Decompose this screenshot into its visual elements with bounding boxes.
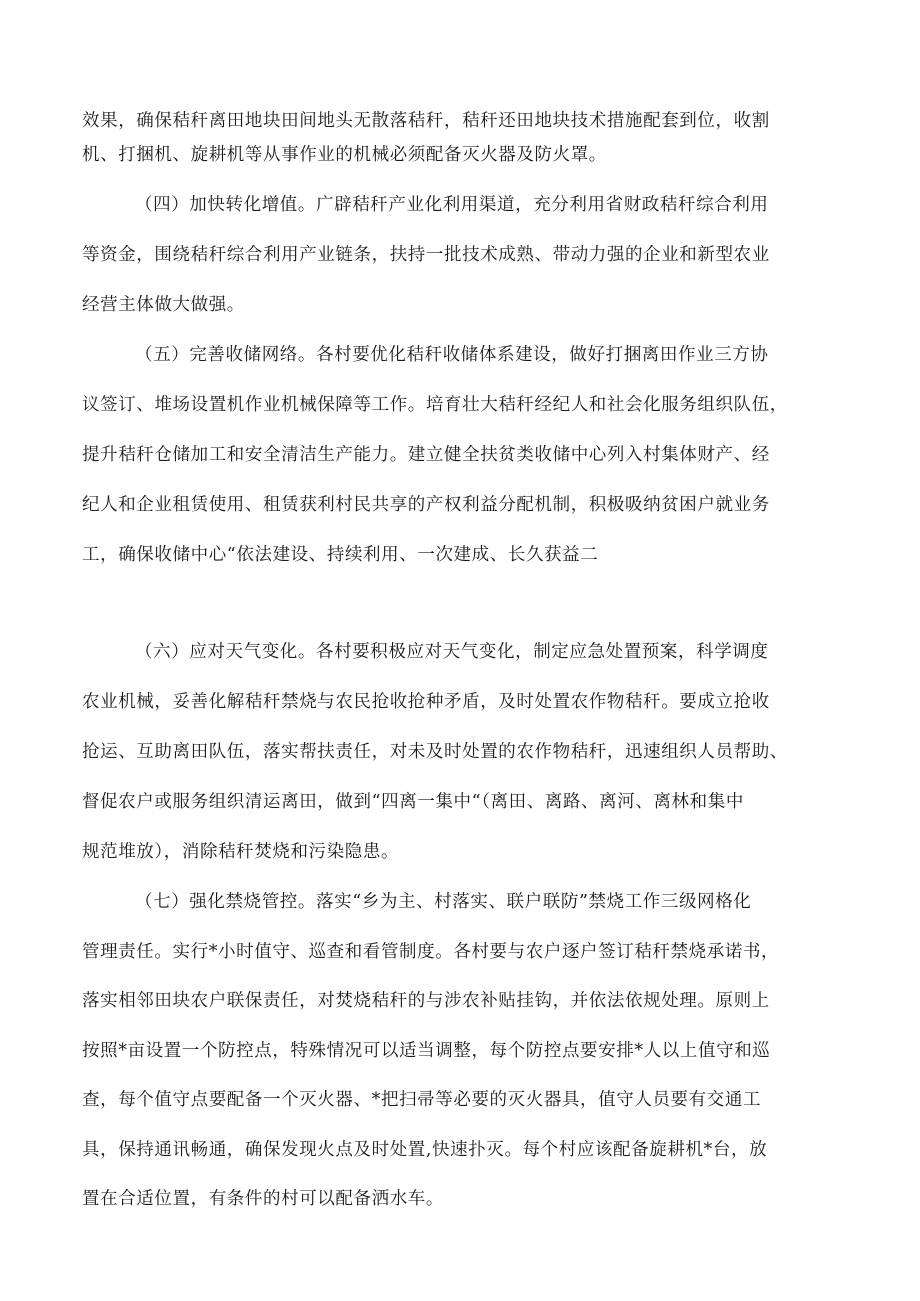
text-line: 具，保持通讯畅通，确保发现火点及时处置,快速扑灭。每个村应该配备旋耕机*台，放	[82, 1139, 768, 1160]
text-line: 农业机械，妥善化解秸秆禁烧与农民抢收抢种矛盾，及时处置农作物秸秆。要成立抢收	[82, 692, 770, 712]
text-line: 抢运、互助离田队伍，落实帮扶责任，对未及时处置的农作物秸秆，迅速组织人员帮助、	[82, 742, 788, 762]
text-line: 议签订、堆场设置机作业机械保障等工作。培育壮大秸秆经纪人和社会化服务组织队伍，	[82, 395, 788, 415]
text-line: 查，每个值守点要配备一个灭火器、*把扫帚等必要的灭火器具，值守人员要有交通工	[82, 1090, 762, 1110]
paragraph-section-5	[82, 330, 842, 580]
text-line: 纪人和企业租赁使用、租赁获利村民共享的产权利益分配机制，积极吸纳贫困户就业务	[82, 495, 770, 515]
text-line: （五）完善收储网络。各村要优化秸秆收储体系建设，做好打捆离田作业三方协	[135, 345, 769, 365]
text-line: 置在合适位置，有条件的村可以配备洒水车。	[82, 1189, 444, 1209]
text-line: 工，确保收储中心“依法建设、持续利用、一次建成、长久获益二	[82, 545, 599, 565]
text-line: （六）应对天气变化。各村要积极应对天气变化，制定应急处置预案，科学调度	[135, 642, 769, 662]
text-line: （七）强化禁烧管控。落实“乡为主、村落实、联户联防”禁烧工作三级网格化	[135, 892, 752, 912]
text-line: 经营主体做大做强。	[82, 295, 245, 315]
text-line: （四）加快转化增值。广辟秸秆产业化利用渠道，充分利用省财政秸秆综合利用	[135, 195, 769, 215]
text-line: 管理责任。实行*小时值守、巡查和看管制度。各村要与农户逐户签订秸秆禁烧承诺书，	[82, 941, 780, 962]
text-line: 效果，确保秸秆离田地块田间地头无散落秸秆，秸秆还田地块技术措施配套到位，收割	[82, 111, 770, 131]
text-line: 规范堆放），消除秸秆焚烧和污染隐患。	[82, 842, 400, 862]
paragraph-section-7	[82, 878, 842, 1225]
paragraph-section-6	[82, 627, 842, 877]
text-line: 提升秸秆仓储加工和安全清洁生产能力。建立健全扶贫类收储中心列入村集体财产、经	[82, 445, 770, 465]
text-line: 落实相邻田块农户联保责任，对焚烧秸秆的与涉农补贴挂钩，并依法依规处理。原则上	[82, 991, 770, 1011]
text-line: 等资金，围绕秸秆综合利用产业链条，扶持一批技术成熟、带动力强的企业和新型农业	[82, 245, 770, 265]
paragraph-section-4	[82, 180, 842, 330]
text-line: 按照*亩设置一个防控点，特殊情况可以适当调整，每个防控点要安排*人以上值守和巡	[82, 1040, 771, 1061]
text-line: 机、打捆机、旋耕机等从事作业的机械必须配备灭火器及防火罩。	[82, 145, 607, 165]
text-line: 督促农户或服务组织清运离田，做到“四离一集中“（离田、离路、离河、离林和集中	[82, 792, 744, 812]
paragraph-continuation	[82, 104, 842, 172]
